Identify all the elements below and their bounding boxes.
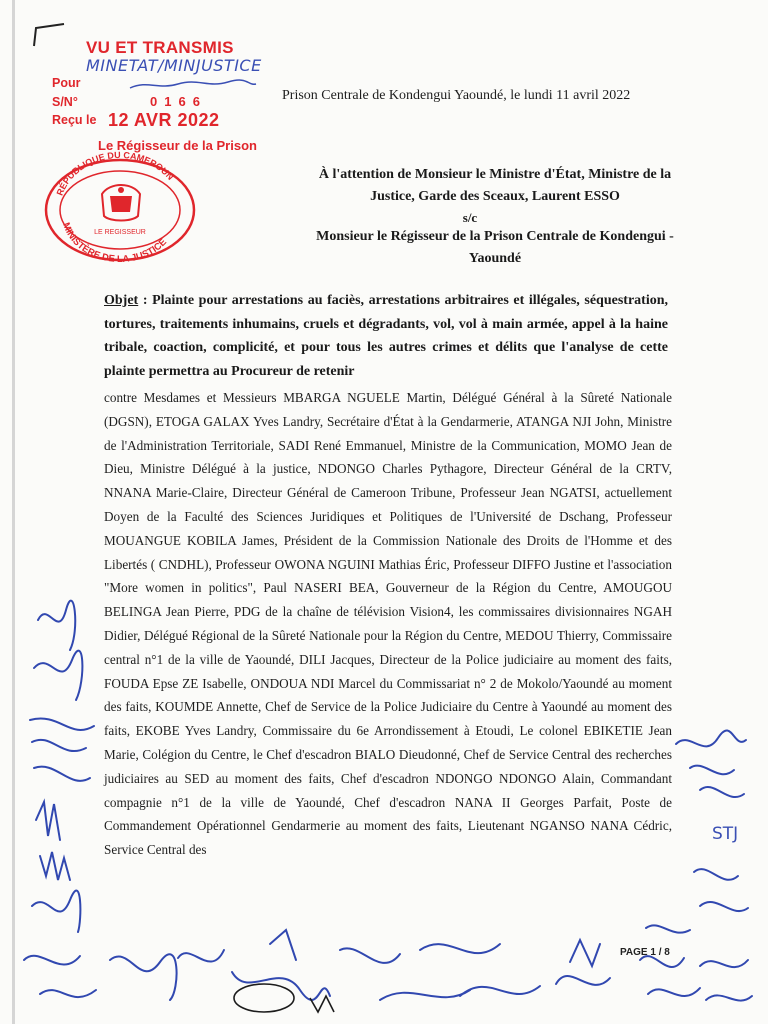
signature-scribble: [706, 995, 752, 1000]
seal-inner-text: LE REGISSEUR: [94, 229, 146, 236]
signature-scribble: [234, 984, 294, 1012]
stamp-sn-value: 0166: [150, 94, 207, 109]
signature-scribble: [556, 976, 610, 985]
seal-bottom-text: MINISTÈRE DE LA JUSTICE: [60, 221, 169, 262]
signature-scribble: [646, 925, 690, 932]
addressee-regisseur: Monsieur le Régisseur de la Prison Centrale de Kondengui - Yaoundé: [316, 229, 674, 266]
svg-text:RÉPUBLIQUE DU CAMEROUN: [55, 150, 176, 197]
signature-scribble: [460, 986, 540, 996]
signature-scribble: [380, 990, 470, 1000]
signature-scribble: [420, 944, 500, 953]
letter-object: [104, 289, 668, 383]
stamp-signatory: Le Régisseur de la Prison: [98, 138, 257, 153]
signature-scribble: [700, 902, 748, 911]
signature-scribble: [648, 988, 700, 996]
seal-top-text: RÉPUBLIQUE DU CAMEROUN: [54, 150, 176, 197]
signature-scribble: [34, 767, 90, 781]
signature-scribble: [310, 996, 334, 1012]
page-edge-shadow: [12, 0, 15, 1024]
signature-scribble: [24, 956, 80, 965]
stamp-sn-label: S/N°: [52, 95, 78, 109]
stamp-recu-label: Reçu le: [52, 113, 97, 127]
signature-scribble: [34, 651, 82, 700]
pen-mark-icon: [30, 22, 70, 52]
stamp-pour-scribble: [128, 78, 258, 92]
official-seal-icon: [40, 150, 200, 262]
stamp-received-date: 12 AVR 2022: [108, 110, 220, 130]
stamp-ministry-handwritten: MINETAT/MINJUSTICE: [86, 56, 262, 75]
signature-scribble: [38, 601, 75, 650]
object-text: : Plainte pour arrestations au faciès, arrestations arbitraires et illégales, séquestration, tortures, traitements inhumains, cruels et dégradants, vol, vol à main armée, appel à la haine tribale, coaction, complicité, et pour tous les autres crimes et délits que l'analyse de cette plainte permettra au Procureur de retenir: [104, 293, 668, 379]
place-date-line: Prison Centrale de Kondengui Yaoundé, le lundi 11 avril 2022: [282, 88, 631, 103]
signature-scribble: [700, 787, 744, 797]
signature-scribble: [32, 740, 86, 751]
margin-annotation: STJ: [712, 824, 739, 844]
signature-scribble: [178, 950, 224, 962]
signature-scribble: [40, 990, 96, 997]
signature-scribble: [694, 869, 738, 880]
signature-scribble: [340, 948, 400, 963]
signature-scribble: [232, 972, 330, 1000]
signature-scribble: [676, 730, 746, 746]
object-label: Objet: [104, 293, 139, 308]
signature-scribble: [270, 930, 296, 960]
stamp-title: VU ET TRANSMIS: [86, 38, 234, 57]
svg-text:MINISTÈRE DE LA JUSTICE: [60, 221, 169, 262]
signature-scribble: [690, 766, 734, 775]
addressee-sc: s/c: [462, 210, 478, 225]
signature-scribble: [110, 954, 177, 1000]
letter-body: contre Mesdames et Messieurs MBARGA NGUELE Martin, Délégué Général à la Sûreté Nationale (DGSN), ETOGA GALAX Yves Landry, Secrétaire d'État à la Gendarmerie, ATANGA NJI John, Ministre de l'Administration Territoriale, SADI René Emmanuel, Ministre de la Communication, MOMO Jean de Dieu, Ministre Délégué à la justice, NDONGO Charles Pythagore, Directeur Général de la CRTV, NNANA Marie-Claire, Directeur Général de Cameroon Tribune, Professeur Jean NGATSI, actuellement Doyen de la Faculté des Sciences Juridiques et Politiques de l'Université de Dschang, Professeur MOUANGUE KOBILA James, Président de la Commission Nationale des Droits de l'Homme et des Libertés ( CNDHL), Professeur OWONA NGUINI Mathias Éric, Professeur DIFFO Justine et l'association "More women in politics", Paul NASERI BEA, Gouverneur de la Région du Centre, AMOUGOU BELINGA Jean Pierre, PDG de la chaîne de télévision Vision4, les commissaires divisionnaires NGAH Didier, Délégué Régional de la Sûreté Nationale pour la Région du Centre, MEDOU Thierry, Commissaire central n°1 de la ville de Yaoundé, DILI Jacques, Directeur de la Police judiciaire au moment des faits, FOUDA Epse ZE Isabelle, ONDOUA NDI Marcel du Commissariat n° 2 de Mokolo/Yaoundé au moment des faits, KOUMDE Annette, Chef de Service de la Police Judiciaire du Centre à Yaoundé au moment des faits, EKOBE Yves Landry, Commissaire du 6e Arrondissement à Etoudi, Le colonel EBIKETIE Jean Marie, Colégion du Centre, le Chef d'escadron BIALO Dieudonné, Chef de Service Central des recherches judiciaires au SED au moment des faits, Chef d'escadron NDONGO NDONGO Alain, Commandant compagnie n°1 de la ville de Yaoundé, Chef d'escadron NANA II Georges Parfait, Poste de Commandement Opérationnel Gendarmerie au moment des faits, Lieutenant NGANSO NANA Cédric, Service Central des: [104, 390, 672, 858]
signature-scribble: [30, 719, 94, 730]
addressee-minister: À l'attention de Monsieur le Ministre d'État, Ministre de la Justice, Garde des Sceaux, Laurent ESSO: [318, 167, 672, 204]
signature-scribble: [700, 960, 748, 967]
signature-scribble: [32, 891, 80, 932]
signature-scribble: [36, 802, 60, 840]
page-number: PAGE 1 / 8: [620, 947, 670, 958]
signature-scribble: [40, 852, 70, 880]
stamp-pour-label: Pour: [52, 76, 81, 90]
signature-scribble: [570, 940, 600, 966]
